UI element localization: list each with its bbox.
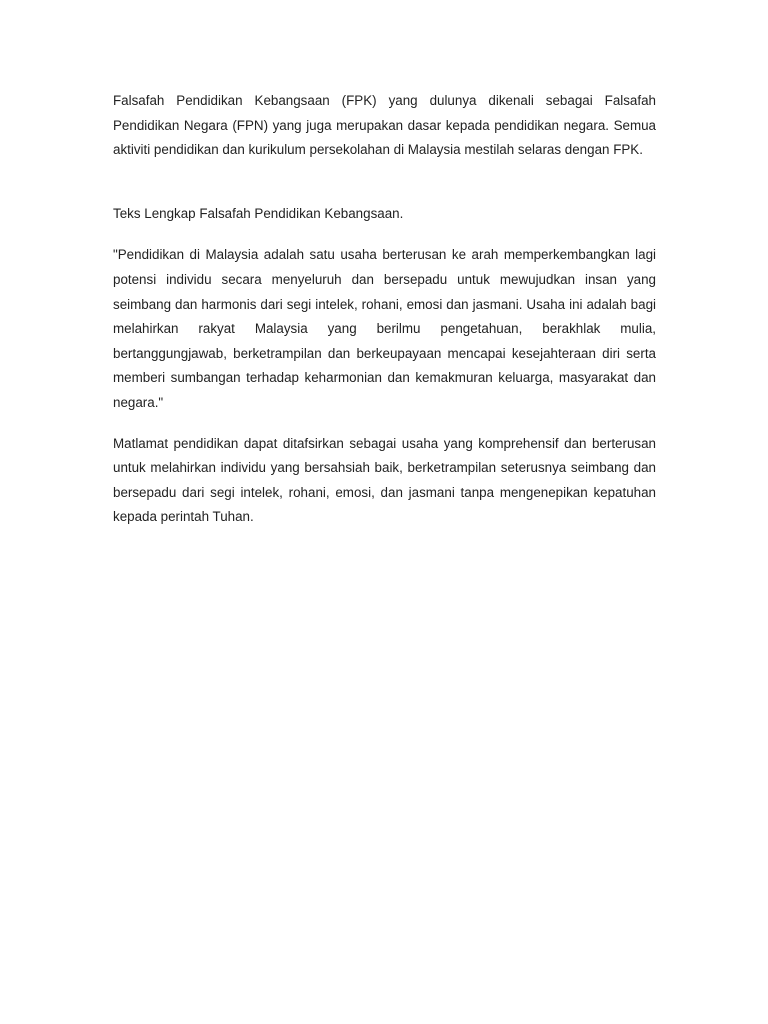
- quote-paragraph: "Pendidikan di Malaysia adalah satu usaha berterusan ke arah memperkembangkan lagi potensi individu secara menyeluruh dan bersepadu untuk mewujudkan insan yang seimbang dan harmonis dari segi intelek, rohani, emosi dan jasmani. Usaha ini adalah bagi melahirkan rakyat Malaysia yang berilmu pengetahuan, berakhlak mulia, bertanggungjawab, berketrampilan dan berkeupayaan mencapai kesejahteraan diri serta memberi sumbangan terhadap keharmonian dan kemakmuran keluarga, masyarakat dan negara.": [113, 247, 656, 410]
- intro-paragraph: Falsafah Pendidikan Kebangsaan (FPK) yang dulunya dikenali sebagai Falsafah Pendidikan Negara (FPN) yang juga merupakan dasar kepada pendidikan negara. Semua aktiviti pendidikan dan kurikulum persekolahan di Malaysia mestilah selaras dengan FPK.: [113, 93, 656, 158]
- goal-paragraph: Matlamat pendidikan dapat ditafsirkan sebagai usaha yang komprehensif dan berterusan untuk melahirkan individu yang bersahsiah baik, berketrampilan seterusnya seimbang dan bersepadu dari segi intelek, rohani, emosi, dan jasmani tanpa mengenepikan kepatuhan kepada perintah Tuhan.: [113, 435, 656, 525]
- document-body: [113, 89, 656, 530]
- section-heading: Teks Lengkap Falsafah Pendidikan Kebangsaan.: [113, 205, 404, 221]
